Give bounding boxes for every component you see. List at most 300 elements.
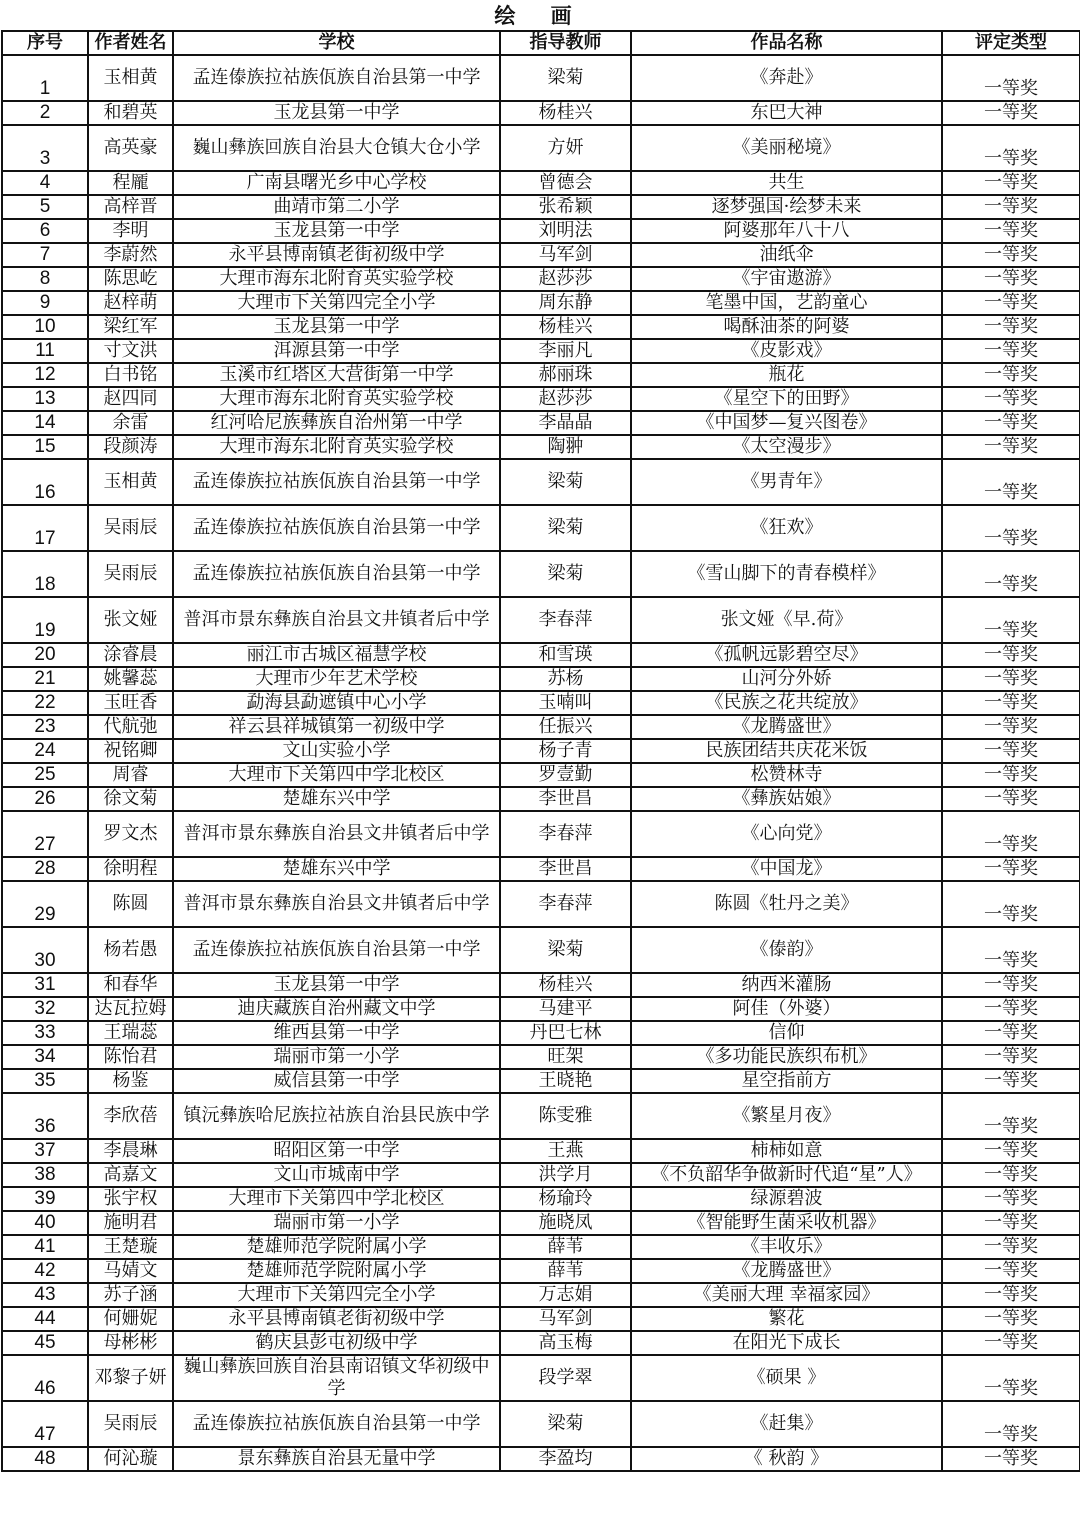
cell-teacher: 赵莎莎 — [500, 387, 631, 411]
cell-work-title: 《 秋韵 》 — [631, 1447, 942, 1471]
table-row — [2, 763, 1080, 787]
cell-number: 21 — [2, 667, 88, 691]
cell-award-type: 一等奖 — [942, 715, 1080, 739]
cell-author: 达瓦拉姆 — [88, 997, 173, 1021]
cell-number: 30 — [2, 927, 88, 973]
cell-number: 15 — [2, 435, 88, 459]
cell-work-title: 《硕果 》 — [631, 1355, 942, 1401]
cell-award-type: 一等奖 — [942, 1093, 1080, 1139]
cell-award-type: 一等奖 — [942, 459, 1080, 505]
cell-number: 45 — [2, 1331, 88, 1355]
cell-school: 文山市城南中学 — [173, 1163, 500, 1187]
cell-teacher: 万志娟 — [500, 1283, 631, 1307]
cell-number: 19 — [2, 597, 88, 643]
cell-number: 39 — [2, 1187, 88, 1211]
table-row — [2, 1045, 1080, 1069]
cell-work-title: 《民族之花共绽放》 — [631, 691, 942, 715]
cell-number: 32 — [2, 997, 88, 1021]
cell-number: 24 — [2, 739, 88, 763]
cell-author: 玉相黄 — [88, 55, 173, 101]
cell-teacher: 杨桂兴 — [500, 315, 631, 339]
cell-teacher: 王燕 — [500, 1139, 631, 1163]
cell-number: 11 — [2, 339, 88, 363]
cell-work-title: 信仰 — [631, 1021, 942, 1045]
cell-number: 43 — [2, 1283, 88, 1307]
cell-number: 42 — [2, 1259, 88, 1283]
table-row — [2, 1447, 1080, 1471]
cell-school: 景东彝族自治县无量中学 — [173, 1447, 500, 1471]
cell-work-title: 张文娅《早.荷》 — [631, 597, 942, 643]
cell-number: 12 — [2, 363, 88, 387]
cell-school: 大理市海东北附育英实验学校 — [173, 267, 500, 291]
cell-author: 寸文洪 — [88, 339, 173, 363]
cell-school: 玉溪市红塔区大营街第一中学 — [173, 363, 500, 387]
cell-work-title: 《宇宙遨游》 — [631, 267, 942, 291]
cell-author: 李蔚然 — [88, 243, 173, 267]
header-author: 作者姓名 — [88, 31, 173, 55]
cell-teacher: 玉喃叫 — [500, 691, 631, 715]
cell-number: 9 — [2, 291, 88, 315]
cell-school: 孟连傣族拉祜族佤族自治县第一中学 — [173, 55, 500, 101]
table-row — [2, 125, 1080, 171]
cell-school: 勐海县勐遮镇中心小学 — [173, 691, 500, 715]
cell-award-type: 一等奖 — [942, 927, 1080, 973]
cell-school: 迪庆藏族自治州藏文中学 — [173, 997, 500, 1021]
cell-school: 楚雄东兴中学 — [173, 787, 500, 811]
cell-teacher: 梁菊 — [500, 459, 631, 505]
cell-award-type: 一等奖 — [942, 1235, 1080, 1259]
cell-author: 张宇权 — [88, 1187, 173, 1211]
table-row — [2, 1069, 1080, 1093]
table-row — [2, 1235, 1080, 1259]
cell-award-type: 一等奖 — [942, 243, 1080, 267]
cell-school: 孟连傣族拉祜族佤族自治县第一中学 — [173, 505, 500, 551]
cell-teacher: 方妍 — [500, 125, 631, 171]
cell-school: 玉龙县第一中学 — [173, 315, 500, 339]
cell-teacher: 郝丽珠 — [500, 363, 631, 387]
cell-work-title: 《心向党》 — [631, 811, 942, 857]
cell-teacher: 周东静 — [500, 291, 631, 315]
table-row — [2, 881, 1080, 927]
cell-teacher: 和雪瑛 — [500, 643, 631, 667]
cell-work-title: 陈圆《牡丹之美》 — [631, 881, 942, 927]
header-work-title: 作品名称 — [631, 31, 942, 55]
table-row — [2, 267, 1080, 291]
cell-teacher: 丹巴七林 — [500, 1021, 631, 1045]
table-row — [2, 363, 1080, 387]
table-row — [2, 1401, 1080, 1447]
cell-work-title: 阿婆那年八十八 — [631, 219, 942, 243]
cell-award-type: 一等奖 — [942, 1259, 1080, 1283]
cell-work-title: 《赶集》 — [631, 1401, 942, 1447]
header-school: 学校 — [173, 31, 500, 55]
cell-teacher: 梁菊 — [500, 55, 631, 101]
cell-number: 4 — [2, 171, 88, 195]
cell-school: 瑞丽市第一小学 — [173, 1211, 500, 1235]
cell-school: 威信县第一中学 — [173, 1069, 500, 1093]
table-row — [2, 551, 1080, 597]
table-row — [2, 1211, 1080, 1235]
table-row — [2, 219, 1080, 243]
cell-school: 大理市下关第四完全小学 — [173, 291, 500, 315]
cell-author: 和春华 — [88, 973, 173, 997]
table-row — [2, 1139, 1080, 1163]
cell-award-type: 一等奖 — [942, 1139, 1080, 1163]
cell-school: 大理市海东北附育英实验学校 — [173, 435, 500, 459]
table-row — [2, 691, 1080, 715]
cell-work-title: 《星空下的田野》 — [631, 387, 942, 411]
cell-number: 8 — [2, 267, 88, 291]
cell-teacher: 曾德会 — [500, 171, 631, 195]
cell-number: 38 — [2, 1163, 88, 1187]
table-row — [2, 505, 1080, 551]
cell-number: 46 — [2, 1355, 88, 1401]
cell-number: 33 — [2, 1021, 88, 1045]
cell-number: 7 — [2, 243, 88, 267]
cell-school: 孟连傣族拉祜族佤族自治县第一中学 — [173, 459, 500, 505]
cell-school: 玉龙县第一中学 — [173, 101, 500, 125]
cell-teacher: 梁菊 — [500, 551, 631, 597]
cell-award-type: 一等奖 — [942, 1283, 1080, 1307]
cell-teacher: 薛苇 — [500, 1259, 631, 1283]
table-row — [2, 857, 1080, 881]
cell-number: 13 — [2, 387, 88, 411]
cell-work-title: 《美丽大理 幸福家园》 — [631, 1283, 942, 1307]
cell-teacher: 马军剑 — [500, 1307, 631, 1331]
cell-author: 李明 — [88, 219, 173, 243]
table-header-row — [2, 31, 1080, 55]
cell-work-title: 《孤帆远影碧空尽》 — [631, 643, 942, 667]
cell-author: 张文娅 — [88, 597, 173, 643]
cell-teacher: 李世昌 — [500, 787, 631, 811]
table-row — [2, 973, 1080, 997]
table-row — [2, 387, 1080, 411]
cell-teacher: 薛苇 — [500, 1235, 631, 1259]
cell-award-type: 一等奖 — [942, 1021, 1080, 1045]
cell-author: 涂睿晨 — [88, 643, 173, 667]
cell-number: 29 — [2, 881, 88, 927]
cell-award-type: 一等奖 — [942, 1163, 1080, 1187]
cell-author: 徐文菊 — [88, 787, 173, 811]
cell-award-type: 一等奖 — [942, 667, 1080, 691]
cell-award-type: 一等奖 — [942, 1355, 1080, 1401]
table-row — [2, 1307, 1080, 1331]
cell-number: 2 — [2, 101, 88, 125]
cell-work-title: 《太空漫步》 — [631, 435, 942, 459]
cell-work-title: 东巴大神 — [631, 101, 942, 125]
table-row — [2, 1021, 1080, 1045]
cell-work-title: 瓶花 — [631, 363, 942, 387]
cell-author: 杨鉴 — [88, 1069, 173, 1093]
cell-author: 陈圆 — [88, 881, 173, 927]
cell-teacher: 陶翀 — [500, 435, 631, 459]
cell-school: 巍山彝族回族自治县南诏镇文华初级中学 — [173, 1355, 500, 1401]
cell-school: 红河哈尼族彝族自治州第一中学 — [173, 411, 500, 435]
cell-number: 28 — [2, 857, 88, 881]
header-number: 序号 — [2, 31, 88, 55]
cell-teacher: 苏杨 — [500, 667, 631, 691]
cell-work-title: 《龙腾盛世》 — [631, 1259, 942, 1283]
cell-school: 维西县第一中学 — [173, 1021, 500, 1045]
cell-author: 徐明程 — [88, 857, 173, 881]
cell-award-type: 一等奖 — [942, 881, 1080, 927]
cell-author: 施明君 — [88, 1211, 173, 1235]
cell-work-title: 《智能野生菌采收机器》 — [631, 1211, 942, 1235]
cell-award-type: 一等奖 — [942, 291, 1080, 315]
cell-award-type: 一等奖 — [942, 1187, 1080, 1211]
cell-work-title: 松赞林寺 — [631, 763, 942, 787]
cell-school: 曲靖市第二小学 — [173, 195, 500, 219]
cell-number: 31 — [2, 973, 88, 997]
cell-award-type: 一等奖 — [942, 643, 1080, 667]
cell-school: 大理市下关第四中学北校区 — [173, 1187, 500, 1211]
cell-teacher: 梁菊 — [500, 927, 631, 973]
cell-number: 20 — [2, 643, 88, 667]
cell-award-type: 一等奖 — [942, 857, 1080, 881]
cell-number: 26 — [2, 787, 88, 811]
cell-work-title: 《龙腾盛世》 — [631, 715, 942, 739]
cell-award-type: 一等奖 — [942, 505, 1080, 551]
cell-teacher: 杨桂兴 — [500, 101, 631, 125]
cell-number: 25 — [2, 763, 88, 787]
cell-teacher: 李世昌 — [500, 857, 631, 881]
cell-number: 48 — [2, 1447, 88, 1471]
cell-number: 47 — [2, 1401, 88, 1447]
cell-award-type: 一等奖 — [942, 315, 1080, 339]
cell-teacher: 杨瑜玲 — [500, 1187, 631, 1211]
cell-teacher: 陈雯雅 — [500, 1093, 631, 1139]
cell-author: 高英豪 — [88, 125, 173, 171]
header-teacher: 指导教师 — [500, 31, 631, 55]
cell-school: 大理市下关第四中学北校区 — [173, 763, 500, 787]
cell-author: 杨若愚 — [88, 927, 173, 973]
table-row — [2, 1163, 1080, 1187]
cell-award-type: 一等奖 — [942, 1211, 1080, 1235]
cell-award-type: 一等奖 — [942, 55, 1080, 101]
cell-number: 41 — [2, 1235, 88, 1259]
cell-work-title: 笔墨中国，艺韵童心 — [631, 291, 942, 315]
cell-work-title: 在阳光下成长 — [631, 1331, 942, 1355]
cell-award-type: 一等奖 — [942, 973, 1080, 997]
cell-teacher: 梁菊 — [500, 1401, 631, 1447]
cell-work-title: 《雪山脚下的青春模样》 — [631, 551, 942, 597]
cell-teacher: 马军剑 — [500, 243, 631, 267]
cell-school: 巍山彝族回族自治县大仓镇大仓小学 — [173, 125, 500, 171]
cell-author: 周睿 — [88, 763, 173, 787]
cell-school: 玉龙县第一中学 — [173, 973, 500, 997]
cell-school: 鹤庆县彭屯初级中学 — [173, 1331, 500, 1355]
cell-school: 楚雄师范学院附属小学 — [173, 1235, 500, 1259]
cell-school: 文山实验小学 — [173, 739, 500, 763]
cell-author: 吴雨辰 — [88, 551, 173, 597]
table-row — [2, 597, 1080, 643]
table-row — [2, 927, 1080, 973]
cell-award-type: 一等奖 — [942, 171, 1080, 195]
cell-number: 17 — [2, 505, 88, 551]
table-row — [2, 195, 1080, 219]
cell-teacher: 李丽凡 — [500, 339, 631, 363]
cell-work-title: 《傣韵》 — [631, 927, 942, 973]
cell-author: 李欣蓓 — [88, 1093, 173, 1139]
cell-school: 镇沅彝族哈尼族拉祜族自治县民族中学 — [173, 1093, 500, 1139]
cell-author: 邓黎子妍 — [88, 1355, 173, 1401]
cell-teacher: 李盈均 — [500, 1447, 631, 1471]
cell-award-type: 一等奖 — [942, 125, 1080, 171]
table-row — [2, 339, 1080, 363]
cell-school: 丽江市古城区福慧学校 — [173, 643, 500, 667]
cell-school: 广南县曙光乡中心学校 — [173, 171, 500, 195]
cell-work-title: 《中国梦—复兴图卷》 — [631, 411, 942, 435]
cell-school: 普洱市景东彝族自治县文井镇者后中学 — [173, 881, 500, 927]
cell-number: 3 — [2, 125, 88, 171]
table-row — [2, 411, 1080, 435]
cell-teacher: 段学翠 — [500, 1355, 631, 1401]
cell-teacher: 赵莎莎 — [500, 267, 631, 291]
cell-award-type: 一等奖 — [942, 387, 1080, 411]
cell-author: 李晨琳 — [88, 1139, 173, 1163]
cell-work-title: 绿源碧波 — [631, 1187, 942, 1211]
cell-work-title: 《皮影戏》 — [631, 339, 942, 363]
cell-teacher: 高玉梅 — [500, 1331, 631, 1355]
cell-award-type: 一等奖 — [942, 1069, 1080, 1093]
cell-award-type: 一等奖 — [942, 411, 1080, 435]
cell-author: 陈思屹 — [88, 267, 173, 291]
cell-work-title: 《不负韶华争做新时代追“星”人》 — [631, 1163, 942, 1187]
cell-number: 40 — [2, 1211, 88, 1235]
cell-school: 大理市海东北附育英实验学校 — [173, 387, 500, 411]
cell-award-type: 一等奖 — [942, 763, 1080, 787]
cell-work-title: 纳西米灌肠 — [631, 973, 942, 997]
table-row — [2, 315, 1080, 339]
cell-school: 祥云县祥城镇第一初级中学 — [173, 715, 500, 739]
cell-work-title: 逐梦强国·绘梦未来 — [631, 195, 942, 219]
table-row — [2, 435, 1080, 459]
table-row — [2, 997, 1080, 1021]
cell-award-type: 一等奖 — [942, 1331, 1080, 1355]
cell-work-title: 民族团结共庆花米饭 — [631, 739, 942, 763]
cell-award-type: 一等奖 — [942, 1401, 1080, 1447]
header-award-type: 评定类型 — [942, 31, 1080, 55]
cell-school: 孟连傣族拉祜族佤族自治县第一中学 — [173, 1401, 500, 1447]
cell-author: 玉相黄 — [88, 459, 173, 505]
table-row — [2, 739, 1080, 763]
cell-award-type: 一等奖 — [942, 597, 1080, 643]
cell-number: 18 — [2, 551, 88, 597]
cell-award-type: 一等奖 — [942, 811, 1080, 857]
table-body — [2, 55, 1080, 1471]
cell-author: 罗文杰 — [88, 811, 173, 857]
cell-author: 苏子涵 — [88, 1283, 173, 1307]
cell-school: 楚雄师范学院附属小学 — [173, 1259, 500, 1283]
cell-work-title: 喝酥油茶的阿婆 — [631, 315, 942, 339]
cell-work-title: 柿柿如意 — [631, 1139, 942, 1163]
table-row — [2, 291, 1080, 315]
cell-school: 永平县博南镇老街初级中学 — [173, 243, 500, 267]
table-row — [2, 715, 1080, 739]
cell-number: 22 — [2, 691, 88, 715]
cell-number: 6 — [2, 219, 88, 243]
cell-teacher: 施晓凤 — [500, 1211, 631, 1235]
cell-author: 陈怡君 — [88, 1045, 173, 1069]
cell-teacher: 任振兴 — [500, 715, 631, 739]
cell-award-type: 一等奖 — [942, 997, 1080, 1021]
cell-author: 马婧文 — [88, 1259, 173, 1283]
cell-award-type: 一等奖 — [942, 1045, 1080, 1069]
cell-author: 代航弛 — [88, 715, 173, 739]
cell-award-type: 一等奖 — [942, 1307, 1080, 1331]
cell-number: 23 — [2, 715, 88, 739]
cell-award-type: 一等奖 — [942, 101, 1080, 125]
cell-author: 赵梓萌 — [88, 291, 173, 315]
cell-teacher: 李春萍 — [500, 597, 631, 643]
cell-school: 楚雄东兴中学 — [173, 857, 500, 881]
cell-author: 赵四同 — [88, 387, 173, 411]
cell-work-title: 《奔赴》 — [631, 55, 942, 101]
cell-teacher: 李晶晶 — [500, 411, 631, 435]
cell-school: 昭阳区第一中学 — [173, 1139, 500, 1163]
cell-work-title: 《丰收乐》 — [631, 1235, 942, 1259]
table-row — [2, 243, 1080, 267]
awards-table — [1, 30, 1080, 1472]
cell-award-type: 一等奖 — [942, 219, 1080, 243]
cell-teacher: 梁菊 — [500, 505, 631, 551]
cell-award-type: 一等奖 — [942, 339, 1080, 363]
cell-teacher: 洪学月 — [500, 1163, 631, 1187]
cell-school: 孟连傣族拉祜族佤族自治县第一中学 — [173, 927, 500, 973]
table-row — [2, 667, 1080, 691]
cell-number: 34 — [2, 1045, 88, 1069]
table-row — [2, 1283, 1080, 1307]
cell-number: 27 — [2, 811, 88, 857]
table-row — [2, 643, 1080, 667]
cell-number: 36 — [2, 1093, 88, 1139]
cell-number: 35 — [2, 1069, 88, 1093]
cell-work-title: 阿佳（外婆） — [631, 997, 942, 1021]
cell-work-title: 《多功能民族织布机》 — [631, 1045, 942, 1069]
table-row — [2, 459, 1080, 505]
cell-author: 高梓晋 — [88, 195, 173, 219]
table-row — [2, 1259, 1080, 1283]
cell-school: 洱源县第一中学 — [173, 339, 500, 363]
cell-number: 37 — [2, 1139, 88, 1163]
cell-school: 孟连傣族拉祜族佤族自治县第一中学 — [173, 551, 500, 597]
cell-author: 吴雨辰 — [88, 1401, 173, 1447]
cell-author: 祝铭卿 — [88, 739, 173, 763]
cell-work-title: 《中国龙》 — [631, 857, 942, 881]
cell-award-type: 一等奖 — [942, 195, 1080, 219]
cell-school: 永平县博南镇老街初级中学 — [173, 1307, 500, 1331]
table-row — [2, 1187, 1080, 1211]
table-row — [2, 101, 1080, 125]
cell-author: 何沁璇 — [88, 1447, 173, 1471]
cell-teacher: 旺架 — [500, 1045, 631, 1069]
table-row — [2, 171, 1080, 195]
cell-author: 母彬彬 — [88, 1331, 173, 1355]
cell-author: 吴雨辰 — [88, 505, 173, 551]
cell-teacher: 刘明法 — [500, 219, 631, 243]
cell-school: 普洱市景东彝族自治县文井镇者后中学 — [173, 597, 500, 643]
cell-school: 玉龙县第一中学 — [173, 219, 500, 243]
cell-work-title: 《美丽秘境》 — [631, 125, 942, 171]
cell-award-type: 一等奖 — [942, 363, 1080, 387]
cell-teacher: 马建平 — [500, 997, 631, 1021]
cell-award-type: 一等奖 — [942, 739, 1080, 763]
cell-work-title: 星空指前方 — [631, 1069, 942, 1093]
cell-award-type: 一等奖 — [942, 551, 1080, 597]
cell-author: 玉旺香 — [88, 691, 173, 715]
table-row — [2, 55, 1080, 101]
cell-work-title: 繁花 — [631, 1307, 942, 1331]
